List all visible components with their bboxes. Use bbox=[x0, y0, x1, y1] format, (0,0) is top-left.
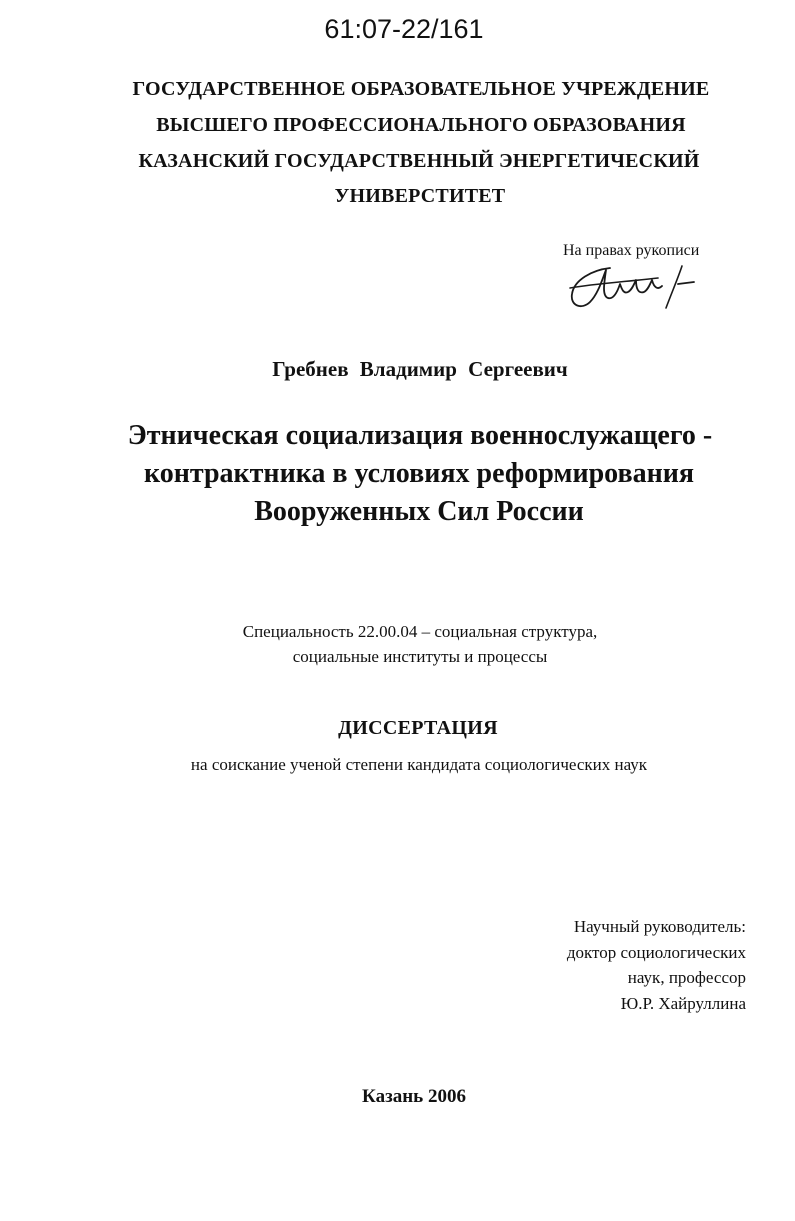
dissertation-label: ДИССЕРТАЦИЯ bbox=[338, 717, 498, 739]
archive-code: 61:07-22/161 bbox=[324, 14, 484, 44]
dissertation-title-line-2: контрактника в условиях реформирования bbox=[143, 458, 694, 489]
institution-line-3: КАЗАНСКИЙ ГОСУДАРСТВЕННЫЙ ЭНЕРГЕТИЧЕСКИЙ bbox=[138, 150, 700, 172]
city-year: Казань 2006 bbox=[362, 1086, 466, 1107]
dissertation-title-line-3: Вооруженных Сил России bbox=[254, 496, 584, 527]
specialty-line-2: социальные институты и процессы bbox=[292, 647, 548, 666]
institution-line-4: УНИВЕРСТИТЕТ bbox=[334, 185, 506, 207]
institution-line-2: ВЫСШЕГО ПРОФЕССИОНАЛЬНОГО ОБРАЗОВАНИЯ bbox=[156, 114, 686, 136]
supervisor-title: наук, профессор bbox=[627, 968, 746, 987]
dissertation-title-line-1: Этническая социализация военнослужащего - bbox=[127, 420, 713, 451]
manuscript-rights-note: На правах рукописи bbox=[563, 242, 700, 259]
supervisor-name: Ю.Р. Хайруллина bbox=[620, 993, 746, 1013]
institution-line-1: ГОСУДАРСТВЕННОЕ ОБРАЗОВАТЕЛЬНОЕ УЧРЕЖДЕНИЕ bbox=[132, 78, 710, 100]
author-name: Гребнев Владимир Сергеевич bbox=[272, 357, 568, 381]
handwritten-signature bbox=[562, 258, 702, 316]
degree-description: на соискание ученой степени кандидата социологических наук bbox=[190, 755, 648, 774]
supervisor-heading: Научный руководитель: bbox=[573, 917, 746, 936]
supervisor-degree: доктор социологических bbox=[566, 942, 746, 962]
specialty-line-1: Специальность 22.00.04 – социальная структура, bbox=[242, 622, 598, 641]
supervisor-block bbox=[567, 914, 746, 1016]
